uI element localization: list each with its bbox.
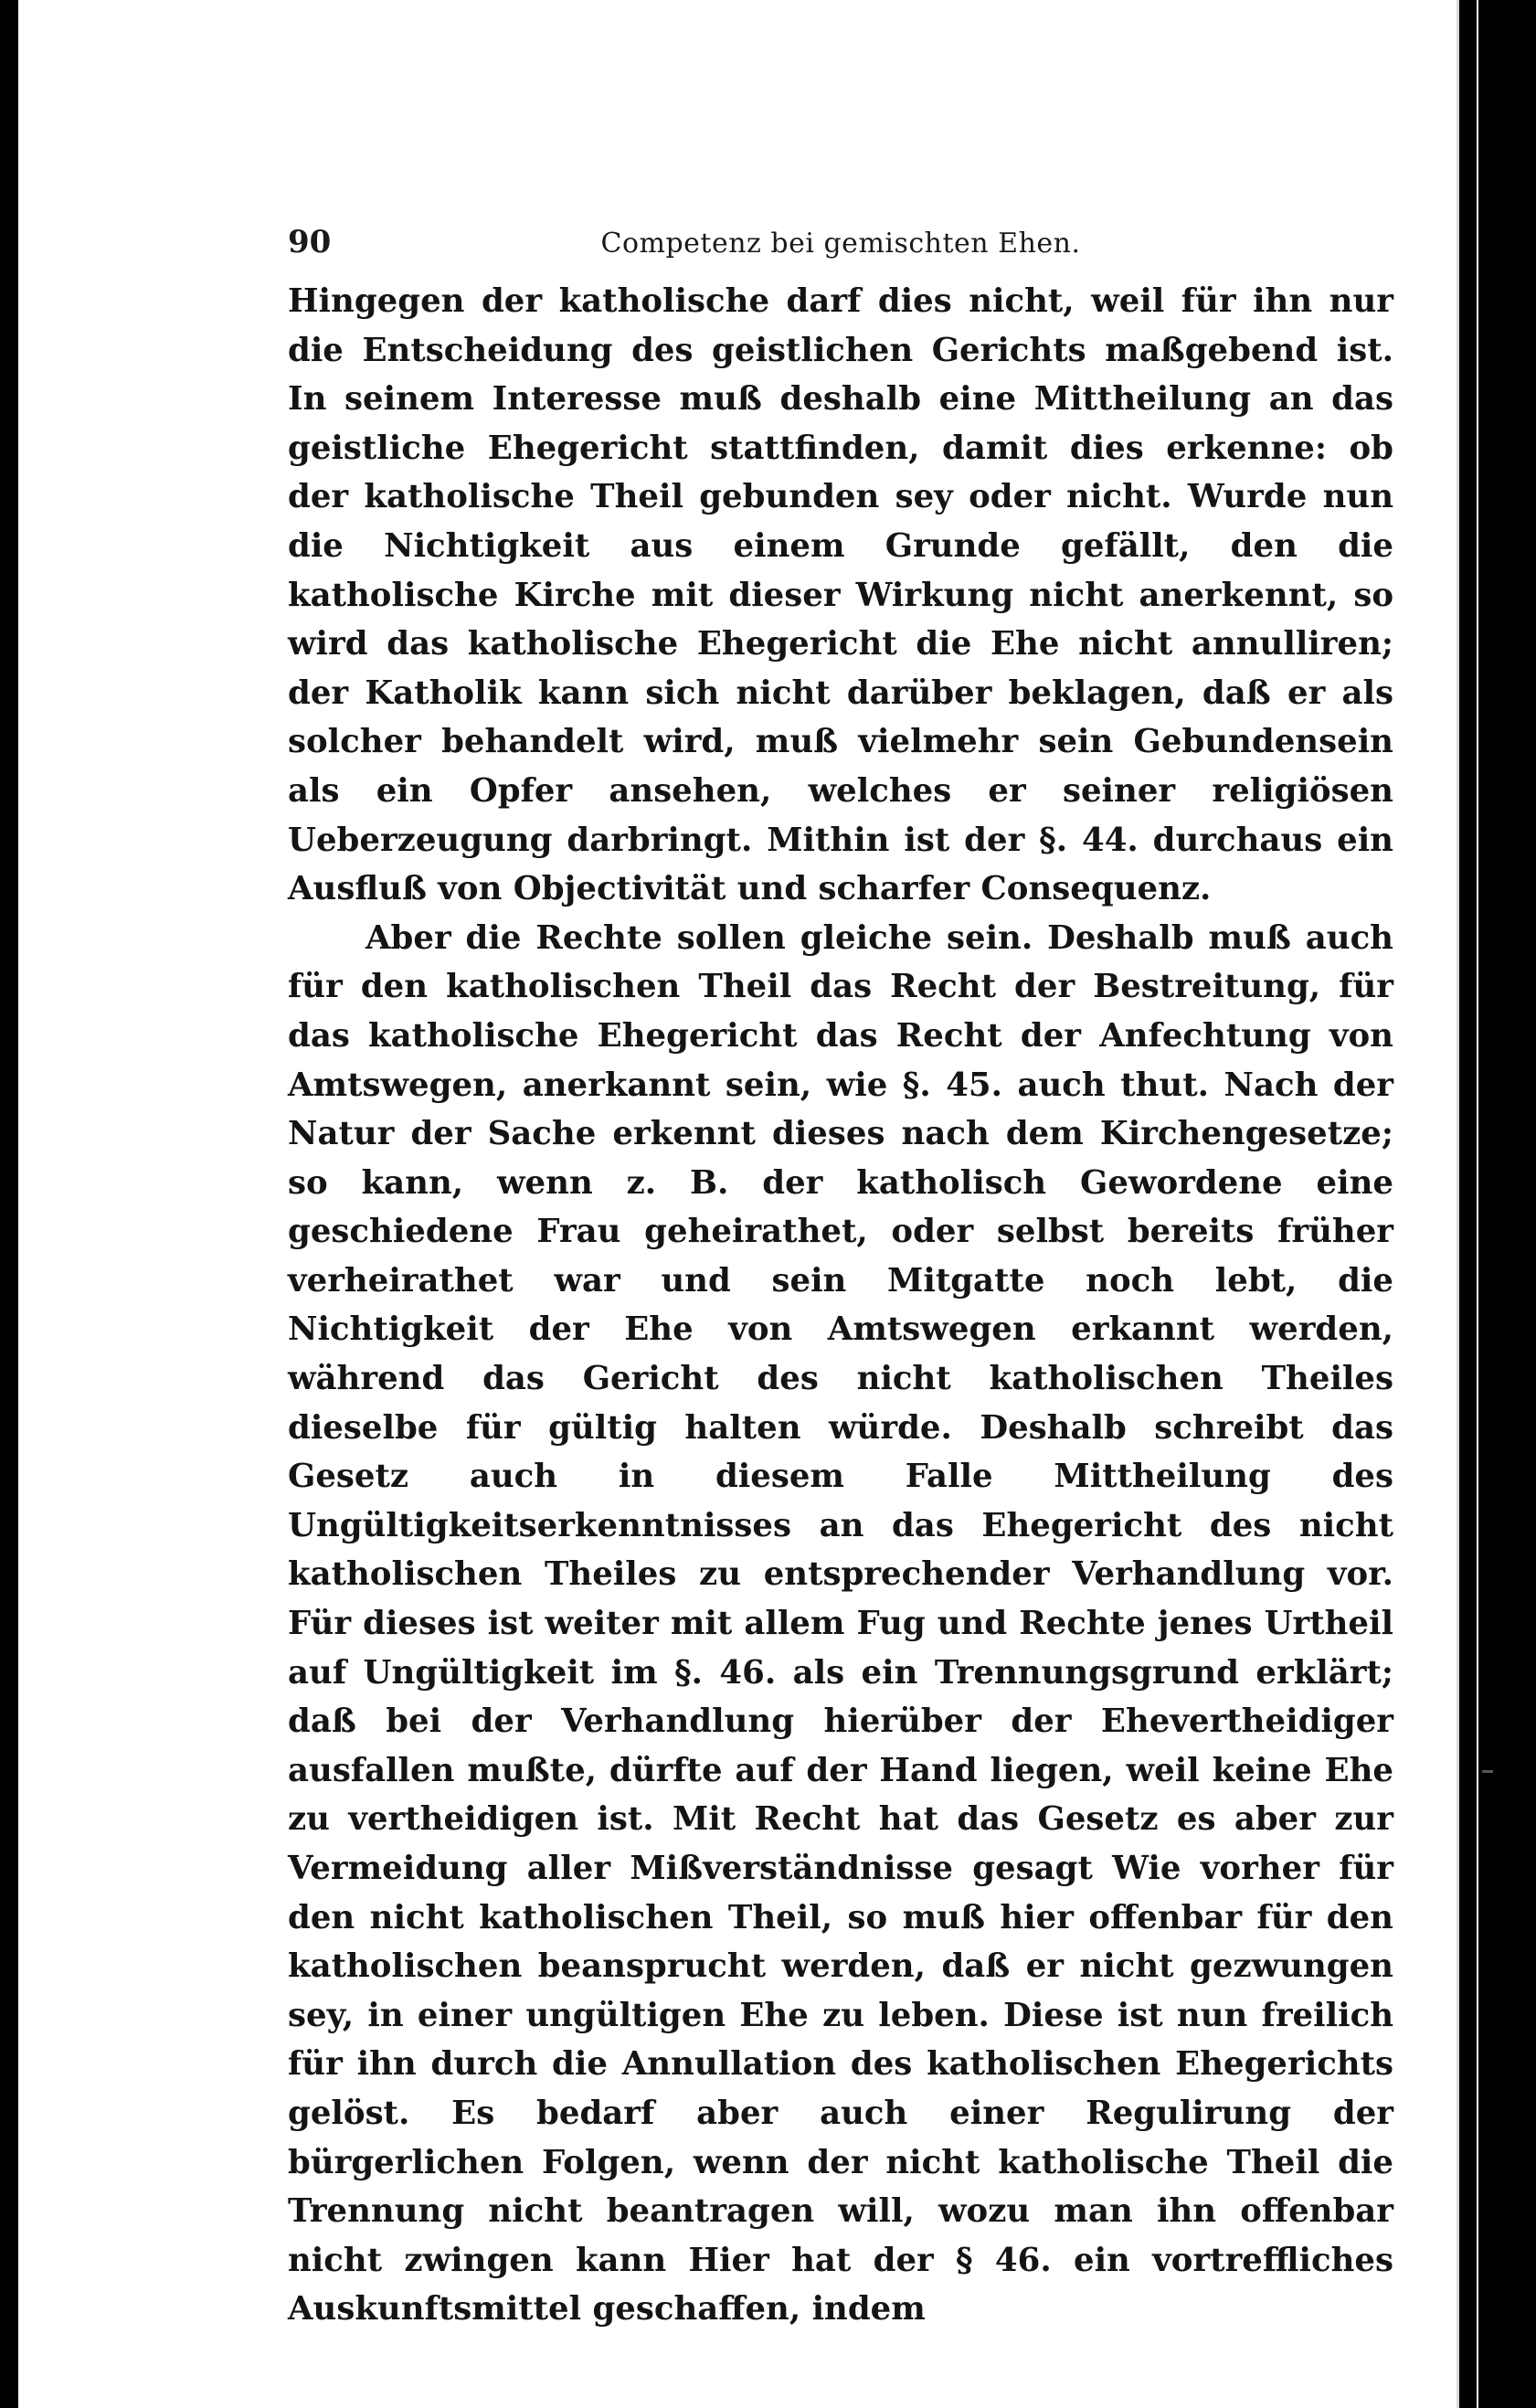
running-title: Competenz bei gemischten Ehen. xyxy=(600,228,1081,260)
paragraph-2: Aber die Rechte sollen gleiche sein. Deshalb muß auch für den katholischen Theil das Recht der Bestreitung, für das katholische Ehegericht das Recht der Anfechtung von Amtswegen, anerkannt sein, wie §. 45. auch thut. Nach der Natur der Sache erkennt dieses nach dem Kirchengesetze; so kann, wenn z. B. der katholisch Gewordene eine geschiedene Frau geheirathet, oder selbst bereits früher verheirathet war und sein Mitgatte noch lebt, die Nichtigkeit der Ehe von Amtswegen erkannt werden, während das Gericht des nicht katholischen Theiles dieselbe für gültig halten würde. Deshalb schreibt das Gesetz auch in diesem Falle Mittheilung des Ungültigkeitserkenntnisses an das Ehegericht des nicht katholischen Theiles zu entsprechender Verhandlung vor. Für dieses ist weiter mit allem Fug und Rechte jenes Urtheil auf Ungültigkeit im §. 46. als ein Trennungsgrund erklärt; daß bei der Verhandlung hierüber der Ehevertheidiger ausfallen mußte, dürfte auf der Hand liegen, weil keine Ehe zu vertheidigen ist. Mit Recht hat das Gesetz es aber zur Vermeidung aller Mißverständnisse gesagt Wie vorher für den nicht katholischen Theil, so muß hier offenbar für den katholischen beansprucht werden, daß er nicht gezwungen sey, in einer ungültigen Ehe zu leben. Diese ist nun freilich für ihn durch die Annullation des katholischen Ehegerichts gelöst. Es bedarf aber auch einer Regulirung der bürgerlichen Folgen, wenn der nicht katholische Theil die Trennung nicht beantragen will, wozu man ihn offenbar nicht zwingen kann Hier hat der § 46. ein vortreffliches Auskunftsmittel geschaffen, indem xyxy=(288,918,1393,2328)
scan-border xyxy=(1478,0,1536,2408)
book-page xyxy=(18,0,1459,2408)
body-text xyxy=(288,277,1393,2334)
page-number: 90 xyxy=(288,224,332,260)
margin-mark xyxy=(1482,1770,1493,1773)
running-head xyxy=(288,224,1393,270)
paragraph-1: Hingegen der katholische darf dies nicht, weil für ihn nur die Entscheidung des geistlichen Gerichts maßgebend ist. In seinem Interesse muß deshalb eine Mittheilung an das geistliche Ehegericht stattfinden, damit dies erkenne: ob der katholische Theil gebunden sey oder nicht. Wurde nun die Nichtigkeit aus einem Grunde gefällt, den die katholische Kirche mit dieser Wirkung nicht anerkennt, so wird das katholische Ehegericht die Ehe nicht annulliren; der Katholik kann sich nicht darüber beklagen, daß er als solcher behandelt wird, muß vielmehr sein Gebundensein als ein Opfer ansehen, welches er seiner religiösen Ueberzeugung darbringt. Mithin ist der §. 44. durchaus ein Ausfluß von Objectivität und scharfer Consequenz. xyxy=(288,282,1393,908)
